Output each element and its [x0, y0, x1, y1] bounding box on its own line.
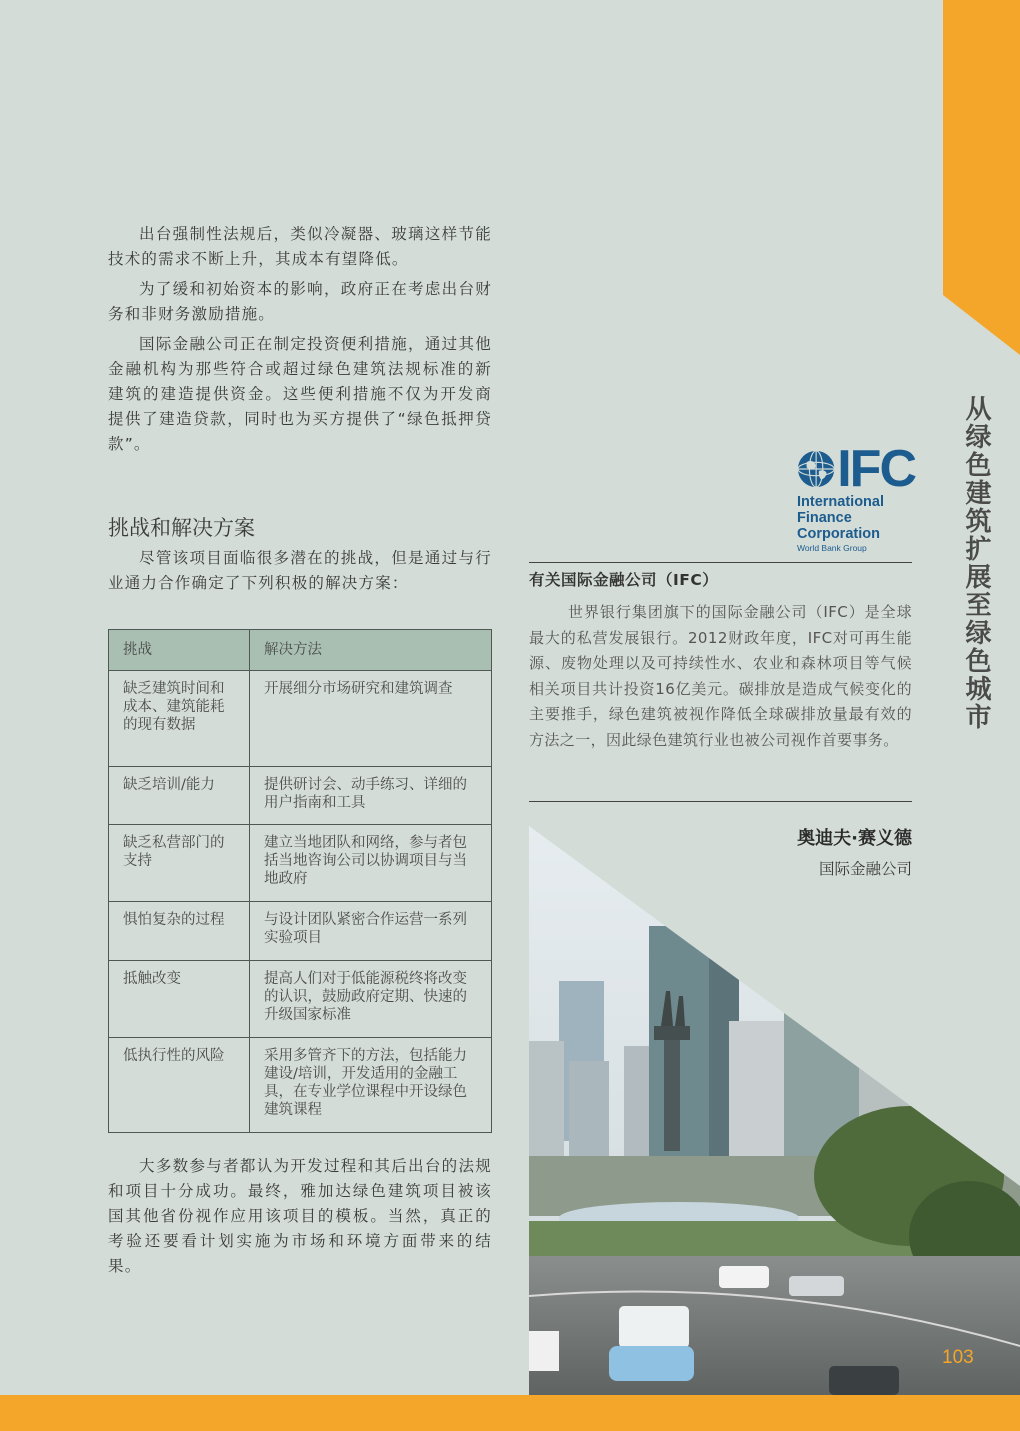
solution-cell: 提供研讨会、动手练习、详细的用户指南和工具 — [250, 767, 492, 825]
challenges-solutions-table — [108, 629, 492, 1133]
table-row — [109, 1038, 492, 1133]
challenge-cell: 抵触改变 — [109, 961, 250, 1038]
divider — [529, 562, 912, 563]
ifc-logo-name-line: Finance — [797, 510, 852, 526]
table-row — [109, 902, 492, 961]
intro-paragraph: 国际金融公司正在制定投资便利措施，通过其他金融机构为那些符合或超过绿色建筑法规标准的新建筑的建造提供资金。这些便利措施不仅为开发商提供了建造贷款，同时也为买方提供了“绿色抵押贷款”。 — [108, 335, 492, 453]
solution-cell: 开展细分市场研究和建筑调查 — [250, 671, 492, 767]
bottom-accent-bar — [0, 1395, 1020, 1431]
globe-icon — [797, 449, 835, 489]
intro-text — [108, 222, 492, 462]
ifc-logo — [797, 440, 915, 553]
conclusion-text — [108, 1154, 492, 1284]
author-organization: 国际金融公司 — [818, 860, 912, 878]
section-intro — [108, 546, 492, 601]
solution-cell: 采用多管齐下的方法，包括能力建设/培训，开发适用的金融工具，在专业学位课程中开设绿色建筑课程 — [250, 1038, 492, 1133]
divider — [529, 801, 912, 802]
intro-paragraph: 出台强制性法规后，类似冷凝器、玻璃这样节能技术的需求不断上升，其成本有望降低。 — [108, 225, 492, 268]
table-row — [109, 825, 492, 902]
section-title: 挑战和解决方案 — [108, 516, 255, 540]
intro-paragraph: 为了缓和初始资本的影响，政府正在考虑出台财务和非财务激励措施。 — [108, 280, 492, 323]
solution-cell: 与设计团队紧密合作运营一系列实验项目 — [250, 902, 492, 961]
sidebar-heading: 有关国际金融公司（IFC） — [529, 571, 719, 589]
solution-cell: 提高人们对于低能源税终将改变的认识，鼓励政府定期、快速的升级国家标准 — [250, 961, 492, 1038]
conclusion-paragraph: 大多数参与者都认为开发过程和其后出台的法规和项目十分成功。最终，雅加达绿色建筑项目被该国其他省份视作应用该项目的模板。当然，真正的考验还要看计划实施为市场和环境方面带来的结果。 — [108, 1157, 492, 1275]
sidebar-paragraph: 世界银行集团旗下的国际金融公司（IFC）是全球最大的私营发展银行。2012财政年度，IFC对可再生能源、废物处理以及可持续性水、农业和森林项目等气候相关项目共计投资16亿美元。碳排放是造成气候变化的主要推手，绿色建筑被视作降低全球碳排放量最有效的方法之一，因此绿色建筑行业也被公司视作首要事务。 — [529, 603, 912, 749]
orange-corner-tab — [943, 0, 1020, 355]
chapter-side-title: 从绿色建筑扩展至绿色城市 — [961, 395, 991, 731]
table-header-challenge: 挑战 — [109, 630, 250, 671]
ifc-logo-name-line: Corporation — [797, 526, 880, 542]
table-header-row — [109, 630, 492, 671]
ifc-logo-name-line: International — [797, 494, 885, 510]
sidebar-body — [529, 600, 912, 753]
ifc-logo-name — [797, 494, 915, 542]
challenge-cell: 缺乏培训/能力 — [109, 767, 250, 825]
page-number: 103 — [942, 1347, 974, 1368]
table-row — [109, 767, 492, 825]
challenge-cell: 缺乏私营部门的支持 — [109, 825, 250, 902]
ifc-logo-word: IFC — [837, 440, 915, 498]
ifc-logo-subtitle: World Bank Group — [797, 543, 867, 553]
author-name: 奥迪夫·赛义德 — [797, 828, 912, 849]
challenge-cell: 低执行性的风险 — [109, 1038, 250, 1133]
jakarta-city-photo — [529, 826, 1020, 1395]
section-intro-paragraph: 尽管该项目面临很多潜在的挑战，但是通过与行业通力合作确定了下列积极的解决方案： — [108, 549, 492, 592]
table-header-solution: 解决方法 — [250, 630, 492, 671]
challenge-cell: 惧怕复杂的过程 — [109, 902, 250, 961]
table-row — [109, 671, 492, 767]
table-row — [109, 961, 492, 1038]
solution-cell: 建立当地团队和网络，参与者包括当地咨询公司以协调项目与当地政府 — [250, 825, 492, 902]
challenge-cell: 缺乏建筑时间和成本、建筑能耗的现有数据 — [109, 671, 250, 767]
